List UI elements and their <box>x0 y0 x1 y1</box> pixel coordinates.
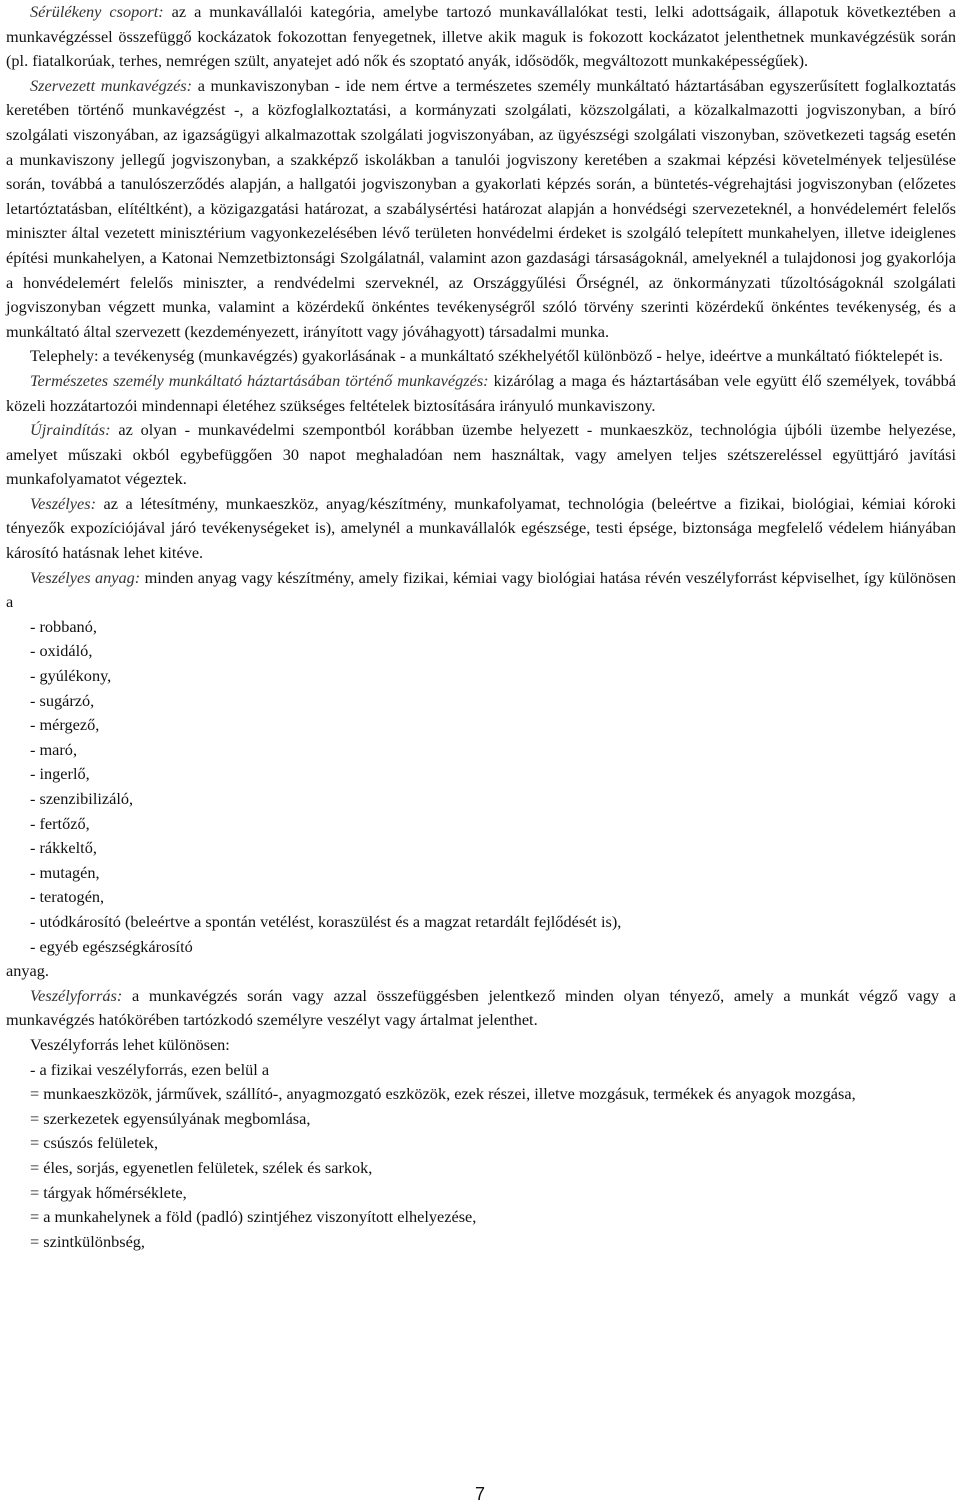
list-item: - egyéb egészségkárosító <box>30 936 193 956</box>
hazard-source-subheading: - a fizikai veszélyforrás, ezen belül a <box>30 1059 270 1079</box>
list-closing-text: anyag. <box>6 961 49 981</box>
document-page <box>6 0 956 1254</box>
list-item: = csúszós felületek, <box>30 1133 159 1153</box>
list-item: = a munkahelynek a föld (padló) szintjéhez viszonyított elhelyezése, <box>30 1207 477 1227</box>
definition-text: kizárólag a maga és háztartásában vele együtt élő személyek, továbbá közeli hozzátartozói mindennapi életéhez szükséges feltételek biztosítására irányuló munkaviszony. <box>6 370 956 415</box>
definition-text: az a létesítmény, munkaeszköz, anyag/készítmény, munkafolyamat, technológia (beleértve a fizikai, biológiai, kémiai kóroki tényezők expozíciójával járó tevékenységeket is), amelynél a munkavállalók egészsége, testi épsége, biztonsága megfelelő védelem hiányában károsító hatásnak lehet kitéve. <box>6 493 956 563</box>
list-item <box>6 1082 956 1107</box>
list-item: - maró, <box>30 739 78 759</box>
list-item: - robbanó, <box>30 616 97 636</box>
list-item-text: = munkaeszközök, járművek, szállító-, anyagmozgató eszközök, ezek részei, illetve mozgásuk, termékek és anyagok mozgása, <box>30 1084 856 1104</box>
list-item: = éles, sorjás, egyenetlen felületek, szélek és sarkok, <box>30 1157 373 1177</box>
list-item: - mérgező, <box>30 715 100 735</box>
definition-veszelyforras <box>6 984 956 1033</box>
definition-term: Újraindítás: <box>30 420 111 440</box>
definition-veszelyes-anyag <box>6 566 956 615</box>
list-item: = tárgyak hőmérséklete, <box>30 1182 187 1202</box>
definition-term: Veszélyes: <box>30 493 96 513</box>
page-number: 7 <box>474 1484 485 1504</box>
hazard-source-intro: Veszélyforrás lehet különösen: <box>30 1034 230 1054</box>
definition-szervezett-munkavegzes <box>6 74 956 345</box>
list-item: - utódkárosító (beleértve a spontán vetélést, koraszülést és a magzat retardált fejlődését is), <box>30 911 622 931</box>
definition-haztartasi-munkavegzes <box>6 369 956 418</box>
list-item: - sugárzó, <box>30 690 95 710</box>
definition-serulekeny-csoport <box>6 0 956 74</box>
definition-ujrainditas <box>6 418 956 492</box>
list-item: = szerkezetek egyensúlyának megbomlása, <box>30 1108 311 1128</box>
definition-term: Természetes személy munkáltató háztartásában történő munkavégzés: <box>30 370 489 390</box>
hazardous-substance-list <box>6 615 956 959</box>
list-item: - rákkeltő, <box>30 838 97 858</box>
list-item: = szintkülönbség, <box>30 1231 146 1251</box>
definition-text: az a munkavállalói kategória, amelybe tartozó munkavállalókat testi, lelki adottságaik, állapotuk következtében a munkavégzéssel összefüggő kockázatok fokozottan fenyegetnek, illetve akik maguk is fokozott kockázatot jelenthetnek munkavégzésük során (pl. fiatalkorúak, terhes, nemrégen szült, anyatejet adó nők és szoptató anyák, idősödők, megváltozott munkaképességűek). <box>6 2 956 71</box>
definition-term: Szervezett munkavégzés: <box>30 75 193 95</box>
definition-term: Veszélyes anyag: <box>30 567 141 587</box>
definition-text: a munkaviszonyban - ide nem értve a természetes személy munkáltató háztartásában egyszerűsített foglalkoztatás keretében történő munkavégzést -, a közfoglalkoztatási, a kormányzati szolgálati, közszolgálati, a közalkalmazotti jogviszonyban, a bíró szolgálati viszonyában, az igazságügyi alkalmazottak szolgálati jogviszonyában, az ügyészségi szolgálati viszonyban, szövetkezeti tagság esetén a munkaviszony jellegű jogviszonyban, a szakképző iskolákban a tanulói jogviszony keretében a szakmai képzési követelmények teljesülése során, továbbá a tanulószerződés alapján, a hallgatói jogviszonyban a gyakorlati képzés során, a büntetés-végrehajtási jogviszonyban (előzetes letartóztatásban, elítéltként), a közigazgatási határozat, a szabálysértési határozat alapján a honvédségi szervezeteknél, a honvédelemért felelős miniszter által vezetett minisztérium vagyonkezelésében lévő területen honvédelmi érdeket is szolgáló telepített munkahelyen, illetve ideiglenes építési munkahelyen, a Katonai Nemzetbiztonsági Szolgálatnál, valamint azon gazdasági társaságoknál, amelyeknél a tulajdonosi jog gyakorlója a honvédelemért felelős miniszter, a rendvédelmi szerveknél, az Országgyűlési Őrségnél, az önkormányzati tűzoltóságoknál szolgálati jogviszonyban végzett munka, valamint a közérdekű önkéntes tevékenységről szóló törvény szerinti közérdekű önkéntes tevékenység, és a munkáltató által szervezett (kezdeményezett, irányított vagy jóváhagyott) társadalmi munka. <box>6 75 956 341</box>
definition-term: Veszélyforrás: <box>30 985 123 1005</box>
definition-veszelyes <box>6 492 956 566</box>
definition-text: minden anyag vagy készítmény, amely fizikai, kémiai vagy biológiai hatása révén veszélyforrást képviselhet, így különösen a <box>6 567 956 612</box>
list-item: - szenzibilizáló, <box>30 789 134 808</box>
list-item: - mutagén, <box>30 862 100 882</box>
list-item: - ingerlő, <box>30 764 90 784</box>
list-item: - fertőző, <box>30 813 90 833</box>
list-item: - gyúlékony, <box>30 666 112 686</box>
list-item: - teratogén, <box>30 887 105 907</box>
physical-hazard-list <box>6 1082 956 1254</box>
definition-term: Sérülékeny csoport: <box>30 2 164 21</box>
definition-telephely: Telephely: a tevékenység (munkavégzés) gyakorlásának - a munkáltató székhelyétől különböző - helye, ideértve a munkáltató fióktelepét is. <box>30 346 943 366</box>
definition-text: a munkavégzés során vagy azzal összefüggésben jelentkező minden olyan tényező, amely a munkát végző vagy a munkavégzés hatókörében tartózkodó személyre veszélyt vagy ártalmat jelenthet. <box>6 985 956 1030</box>
list-item: - oxidáló, <box>30 641 93 661</box>
definition-text: az olyan - munkavédelmi szempontból korábban üzembe helyezett - munkaeszköz, technológia újbóli üzembe helyezése, amelyet műszaki okból egybefüggően 30 napot meghaladóan nem használtak, vagy amelyen teljes szétszereléssel együttjáró javítási munkafolyamatot végeztek. <box>6 420 956 489</box>
